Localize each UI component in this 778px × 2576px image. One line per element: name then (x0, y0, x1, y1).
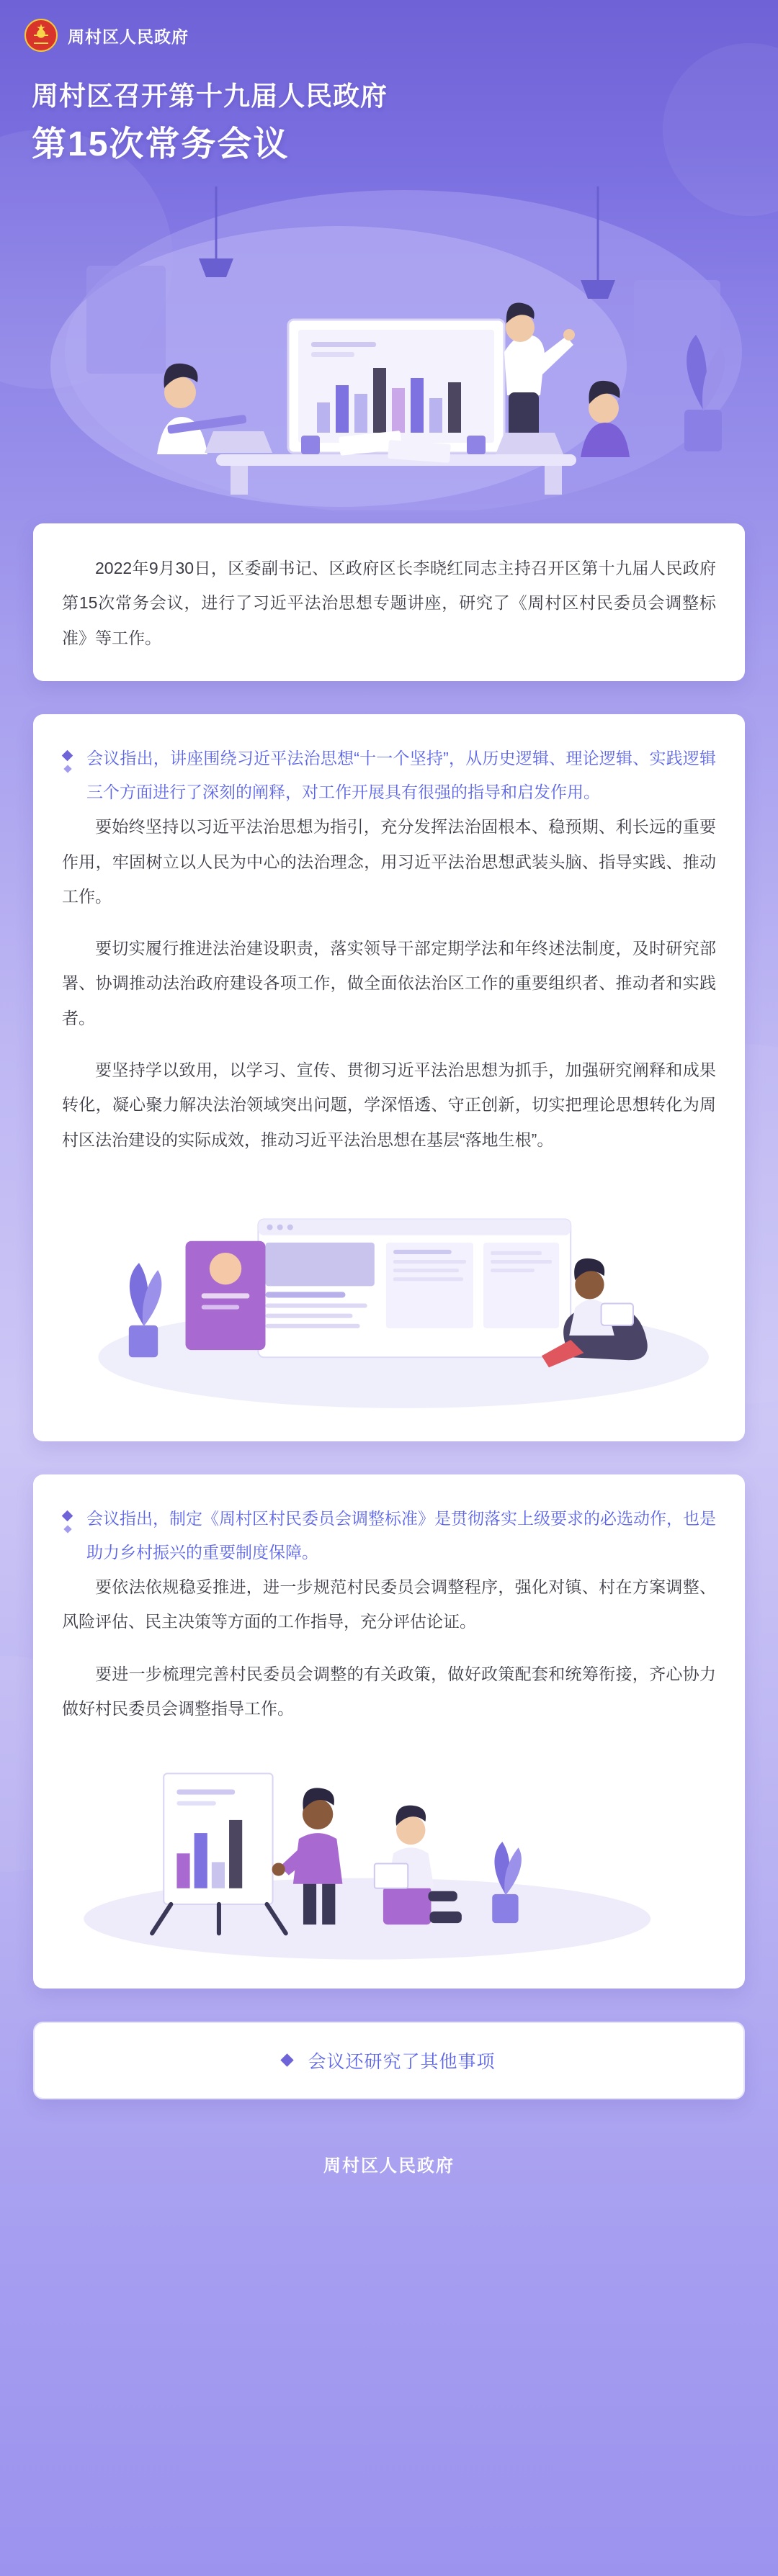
section-one-paragraph-2: 要切实履行推进法治建设职责，落实领导干部定期学法和年终述法制度，及时研究部署、协调推动法治政府建设各项工作，做全面依法治区工作的重要组织者、推动者和实践者。 (62, 939, 716, 1027)
section-two-lead: 会议指出，制定《周村区村民委员会调整标准》是贯彻落实上级要求的必选动作，也是助力乡村振兴的重要制度保障。 (86, 1508, 716, 1562)
intro-card (33, 523, 745, 681)
diamond-icon (62, 1502, 86, 1539)
section-two-paragraph-1: 要依法依规稳妥推进，进一步规范村民委员会调整程序，强化对镇、村在方案调整、风险评估、民主决策等方面的工作指导，充分评估论证。 (62, 1577, 716, 1631)
national-emblem-icon (24, 19, 58, 52)
footer: 周村区人民政府 (323, 2156, 455, 2176)
diamond-icon (281, 2054, 294, 2067)
lead-row (62, 742, 716, 809)
intro-paragraph: 2022年9月30日，区委副书记、区政府区长李晓红同志主持召开区第十九届人民政府第15次常务会议，进行了习近平法治思想专题讲座，研究了《周村区村民委员会调整标准》等工作。 (62, 559, 716, 647)
lead-row (62, 1502, 716, 1570)
title-line-1: 周村区召开第十九届人民政府 (32, 81, 388, 111)
online-learning-illustration (62, 1176, 716, 1415)
gov-name: 周村区人民政府 (68, 27, 189, 46)
section-card-one (33, 714, 745, 1441)
presentation-board-illustration (62, 1744, 716, 1963)
section-one-paragraph-3: 要坚持学以致用，以学习、宣传、贯彻习近平法治思想为抓手，加强研究阐释和成果转化，凝心聚力解决法治领域突出问题，学深悟透、守正创新，切实把理论思想转化为周村区法治建设的实际成效，推动习近平法治思想在基层“落地生根”。 (62, 1060, 716, 1149)
meeting-presentation-illustration (0, 172, 778, 510)
diamond-icon (62, 742, 86, 778)
section-one-paragraph-1: 要始终坚持以习近平法治思想为指引，充分发挥法治固根本、稳预期、利长远的重要作用，牢固树立以人民为中心的法治理念，用习近平法治思想武装头脑、指导实践、推动工作。 (62, 817, 716, 906)
section-two-paragraph-2: 要进一步梳理完善村民委员会调整的有关政策，做好政策配套和统筹衔接，齐心协力做好村民委员会调整指导工作。 (62, 1664, 716, 1719)
final-card (33, 2022, 745, 2099)
page-title (0, 52, 778, 169)
section-card-two (33, 1474, 745, 1989)
final-card-text: 会议还研究了其他事项 (308, 2051, 496, 2072)
section-one-lead: 会议指出，讲座围绕习近平法治思想“十一个坚持”，从历史逻辑、理论逻辑、实践逻辑三个方面进行了深刻的阐释，对工作开展具有很强的指导和启发作用。 (86, 748, 716, 802)
title-line-2: 第15次常务会议 (32, 125, 290, 163)
header (0, 0, 778, 52)
